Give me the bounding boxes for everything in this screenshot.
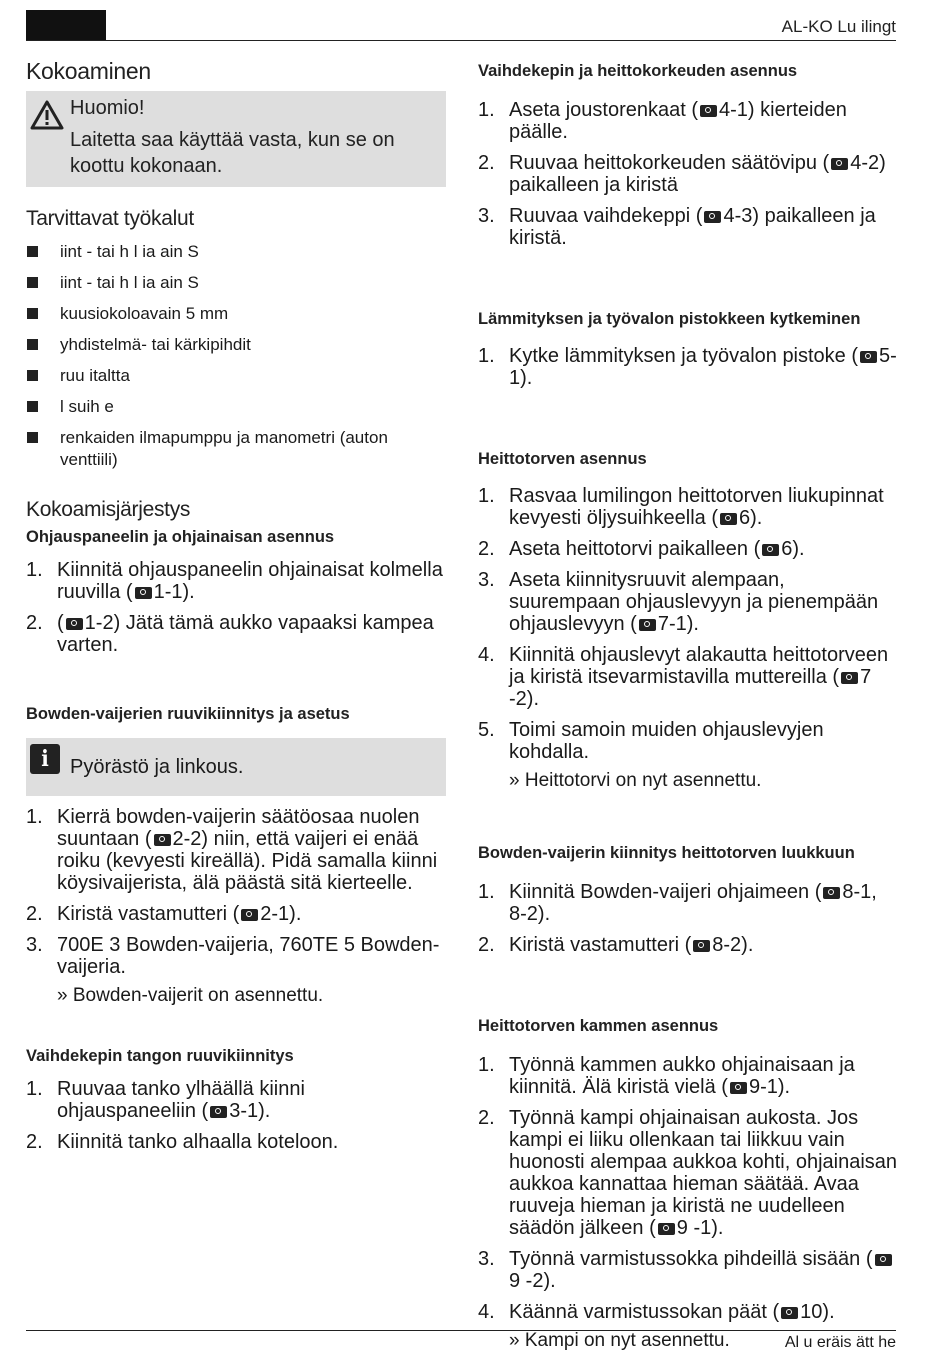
result-text: » Bowden-vaijerit on asennettu. (26, 985, 446, 1007)
right-column (478, 62, 898, 1352)
header-divider (26, 40, 896, 41)
list-item: 1. Työnnä kammen aukko ohjainaisaan ja kiinnitä. Älä kiristä vielä ( 9-1). (478, 1054, 855, 1098)
section-title: Vaihdekepin ja heittokorkeuden asennus (478, 62, 798, 80)
section-title: Vaihdekepin tangon ruuvikiinnitys (26, 1047, 294, 1065)
camera-icon (693, 940, 710, 952)
section-title: Ohjauspaneelin ja ohjainaisan asennus (26, 528, 335, 546)
list-item: 1. Kierrä bowden-vaijerin säätöosaa nuolen suuntaan ( 2-2) niin, että vaijeri ei enää roiku (kevyesti kireällä). Pidä samalla kiinni köysivaijerista, älä päästä sitä kierteelle. (26, 806, 438, 894)
section-title: Lämmityksen ja työvalon pistokkeen kytkeminen (478, 310, 861, 328)
list-item: 4. Kiinnitä ohjauslevyt alakautta heittotorveen ja kiristä itsevarmistavilla muttereilla ( 7 -2). (478, 644, 889, 710)
camera-icon (841, 672, 858, 684)
camera-icon (700, 105, 717, 117)
assembly-title: Kokoaminen (26, 58, 151, 84)
camera-icon (730, 1082, 747, 1094)
list-item: kuusiokoloavain 5 mm (26, 303, 446, 334)
list-item: 2. Kiristä vastamutteri ( 2-1). (26, 903, 302, 925)
header-title: AL-KO Lu ilingt (781, 17, 896, 36)
camera-icon (241, 909, 258, 921)
camera-icon (210, 1106, 227, 1118)
steps-list (26, 1078, 446, 1153)
list-item: 1. Aseta joustorenkaat ( 4-1) kierteiden päälle. (478, 99, 847, 143)
steps-list (478, 485, 898, 763)
camera-icon (154, 834, 171, 846)
steps-list (478, 345, 898, 389)
result-text: » Kampi on nyt asennettu. (478, 1330, 898, 1352)
list-item: 2. Kiristä vastamutteri ( 8-2). (478, 934, 754, 956)
steps-list (478, 881, 898, 956)
steps-list (26, 806, 446, 978)
steps-list (478, 1054, 898, 1323)
camera-icon (875, 1254, 892, 1266)
list-item: ruu italtta (26, 365, 446, 396)
camera-icon (704, 211, 721, 223)
list-item: 2. Työnnä kampi ohjainaisan aukosta. Jos kampi ei liiku ollenkaan tai liikkuu vain huonosti alempaa aukkoa kohti, ohjainaisan aukkoa kannattaa hieman säätää. Avaa ruuveja hieman ja kiristä ne uudelleen säädön jälkeen ( 9 -1). (478, 1107, 898, 1239)
camera-icon (860, 351, 877, 363)
camera-icon (658, 1223, 675, 1235)
list-item: 2. Kiinnitä tanko alhaalla koteloon. (26, 1131, 339, 1153)
list-item: iint - tai h l ia ain S (26, 272, 446, 303)
assembly-order-title: Kokoamisjärjestys (26, 498, 191, 521)
list-item: 1. Kiinnitä Bowden-vaijeri ohjaimeen ( 8-1, 8-2). (478, 881, 877, 925)
section-title: Bowden-vaijerien ruuvikiinnitys ja asetus (26, 705, 350, 723)
camera-icon (720, 513, 737, 525)
warning-notice (26, 91, 446, 187)
footer-title: Al u eräis ätt he (784, 1334, 896, 1351)
camera-icon (831, 158, 848, 170)
tools-list (26, 241, 446, 469)
notice-title: Huomio! (70, 97, 145, 119)
camera-icon (66, 618, 83, 630)
result-text: » Heittotorvi on nyt asennettu. (478, 770, 898, 792)
info-icon: i (30, 744, 60, 774)
list-item: iint - tai h l ia ain S (26, 241, 446, 272)
warning-icon (30, 100, 64, 130)
list-item: 2. Aseta heittotorvi paikalleen ( 6). (478, 538, 805, 560)
list-item: l suih e (26, 396, 446, 427)
list-item: 3. 700E 3 Bowden-vaijeria, 760TE 5 Bowden-vaijeria. (26, 934, 440, 978)
tools-title: Tarvittavat työkalut (26, 207, 194, 230)
camera-icon (639, 619, 656, 631)
section-title: Heittotorven kammen asennus (478, 1017, 719, 1035)
list-item: 3. Työnnä varmistussokka pihdeillä sisään (9 -2). (478, 1248, 898, 1292)
section-title: Bowden-vaijerin kiinnitys heittotorven luukkuun (478, 844, 855, 862)
list-item: 1. Rasvaa lumilingon heittotorven liukupinnat kevyesti öljysuihkeella ( 6). (478, 485, 884, 529)
camera-icon (823, 887, 840, 899)
list-item: 3. Ruuvaa vaihdekeppi ( 4-3) paikalleen ja kiristä. (478, 205, 876, 249)
list-item: 3. Aseta kiinnitysruuvit alempaan, suurempaan ohjauslevyyn ja pienempään ohjauslevyyn ( 7-1). (478, 569, 879, 635)
list-item: 2. Ruuvaa heittokorkeuden säätövipu ( 4-2) paikalleen ja kiristä (478, 152, 886, 196)
camera-icon (135, 587, 152, 599)
info-text: Pyörästö ja linkous. (70, 756, 244, 778)
camera-icon (781, 1307, 798, 1319)
steps-list (478, 99, 898, 249)
list-item: 2. ( 1-2) Jätä tämä aukko vapaaksi kampea varten. (26, 612, 434, 656)
list-item: 4. Käännä varmistussokan päät ( 10). (478, 1301, 835, 1323)
camera-icon (762, 544, 779, 556)
footer-divider (26, 1330, 896, 1331)
info-notice (26, 738, 446, 796)
list-item: 1. Kiinnitä ohjauspaneelin ohjainaisat kolmella ruuvilla ( 1-1). (26, 559, 443, 603)
notice-text: Laitetta saa käyttää vasta, kun se on koottu kokonaan. (70, 129, 395, 177)
page-number-tag (26, 10, 106, 40)
list-item: 1. Ruuvaa tanko ylhäällä kiinni ohjauspaneeliin ( 3-1). (26, 1078, 305, 1122)
list-item: 1. Kytke lämmityksen ja työvalon pistoke ( 5-1). (478, 345, 897, 389)
steps-list (26, 559, 446, 656)
list-item: yhdistelmä- tai kärkipihdit (26, 334, 446, 365)
left-column (26, 50, 446, 1162)
section-title: Heittotorven asennus (478, 450, 647, 468)
list-item: renkaiden ilmapumppu ja manometri (auton venttiili) (26, 427, 446, 458)
list-item: 5. Toimi samoin muiden ohjauslevyjen kohdalla. (478, 719, 824, 763)
